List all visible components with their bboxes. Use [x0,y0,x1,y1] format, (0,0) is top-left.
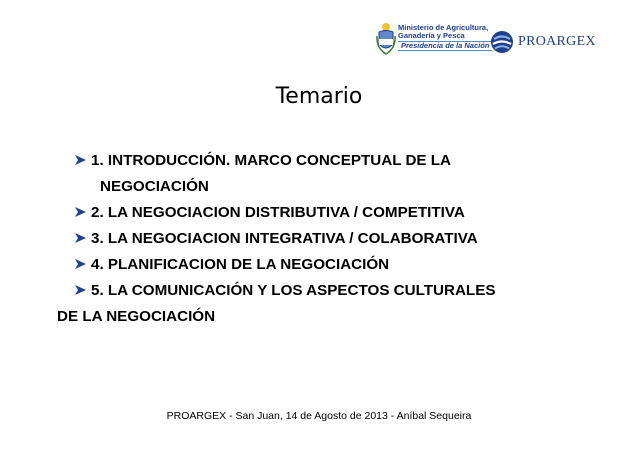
proargex-globe-icon [490,30,514,54]
proargex-logo [490,28,596,56]
topic-text: 4. PLANIFICACION DE LA NEGOCIACIÓN [91,256,390,273]
list-item [74,200,574,226]
ministry-line-1: Ministerio de Agricultura, [398,23,489,32]
arrow-bullet-icon [74,154,88,166]
topic-text-continued: NEGOCIACIÓN [100,178,209,195]
topic-text: 1. INTRODUCCIÓN. MARCO CONCEPTUAL DE LA [91,152,452,169]
ministry-text [398,24,492,51]
list-item [74,148,574,200]
slide-title: Temario [275,84,363,109]
topic-text: 2. LA NEGOCIACION DISTRIBUTIVA / COMPETITIVA [91,204,465,221]
arrow-bullet-icon [74,258,88,270]
topic-text: 5. LA COMUNICACIÓN Y LOS ASPECTOS CULTURALES [91,282,496,299]
list-item [74,252,574,278]
topic-text: 3. LA NEGOCIACION INTEGRATIVA / COLABORATIVA [91,230,478,247]
topic-text-continued: DE LA NEGOCIACIÓN [57,308,216,325]
coat-of-arms-icon [376,22,396,56]
list-item [57,278,574,330]
arrow-bullet-icon [74,206,88,218]
slide-footer: PROARGEX - San Juan, 14 de Agosto de 2013 - Aníbal Sequeira [166,410,472,422]
ministry-logo [376,22,488,62]
arrow-bullet-icon [74,232,88,244]
topics-list [57,148,574,330]
list-item [74,226,574,252]
arrow-bullet-icon [74,284,88,296]
ministry-presidency: Presidencia de la Nación [398,41,492,51]
ministry-line-2: Ganadería y Pesca [398,31,465,40]
proargex-logo-text: PROARGEX [518,34,596,49]
